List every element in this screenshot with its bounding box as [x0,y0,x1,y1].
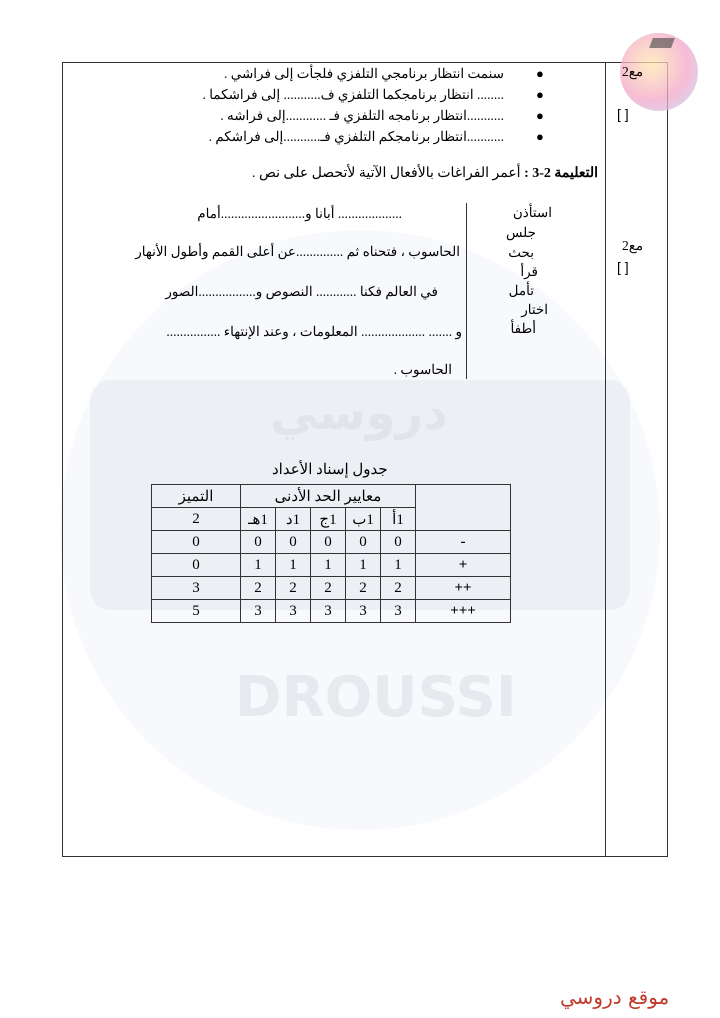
bullet-icon: ● [536,108,544,123]
table-cell: 3 [276,600,311,623]
table-level-cell: - [416,531,511,554]
table-cell: 0 [311,531,346,554]
instruction [252,165,598,182]
criterion-code: مع2 [622,64,644,79]
table-level-cell: ++ [416,577,511,600]
bullet-line: ...........انتظار برنامجه التلفزي فـ ............إلى فراشه . [220,108,504,123]
table-criterion-header: 1ب [346,508,381,531]
bullet-line: ........ انتظار برنامجكما التلفزي ف........... إلى فراشكما . [202,87,504,102]
watermark-arabic: دروسي [270,385,448,441]
score-bracket: [ ] [617,106,629,122]
table-row [152,554,511,577]
table-level-cell: + [416,554,511,577]
column-divider [605,62,606,856]
table-cell: 3 [381,600,416,623]
grading-table [151,484,511,623]
table-row [152,577,511,600]
table-cell: 0 [241,531,276,554]
table-cell: 0 [152,531,241,554]
bullet-icon: ● [536,66,544,81]
table-cell: 1 [276,554,311,577]
table-cell: 1 [346,554,381,577]
table-cell: 3 [152,577,241,600]
fill-line: الحاسوب . [393,362,452,377]
verb-item: جلس [505,225,536,240]
table-cell: 2 [241,577,276,600]
table-cell: 2 [311,577,346,600]
table-criterion-header: 1أ [381,508,416,531]
bullet-line: سنمت انتظار برنامجي التلفزي فلجأت إلى فراشي . [223,66,504,81]
instruction-text: أعمر الفراغات بالأفعال الآتية لأتحصل على نص . [251,166,521,181]
table-cell: 0 [276,531,311,554]
bullet-line: ...........انتظار برنامجكم التلفزي فـ...........إلى فراشكم . [208,129,504,144]
criterion-code: مع2 [622,238,644,253]
verb-item: اختار [521,302,548,317]
table-cell: 1 [311,554,346,577]
table-cell: 3 [241,600,276,623]
verb-item: تأمل [508,283,534,298]
verb-item: بحث [508,245,534,260]
watermark-latin: DROUSSI [235,665,517,730]
table-criterion-header: 1د [276,508,311,531]
bullet-icon: ● [536,87,544,102]
table-corner-cell [416,485,511,531]
table-criterion-header: 1ج [311,508,346,531]
table-excellence-criterion: 2 [152,508,241,531]
table-excellence-header: التميز [152,485,241,508]
table-cell: 5 [152,600,241,623]
table-cell: 3 [311,600,346,623]
verb-item: قرأ [520,264,538,279]
table-row [152,600,511,623]
table-cell: 0 [381,531,416,554]
bullet-icon: ● [536,129,544,144]
verb-item: استأذن [512,205,552,220]
instruction-label: التعليمة 2-3 : [524,166,598,181]
table-criterion-header: 1هـ [241,508,276,531]
table-header-row [152,485,511,508]
table-cell: 0 [346,531,381,554]
fill-line: و ....... ................... المعلومات ، وعند الإنتهاء ................ [166,324,462,339]
verb-item: أطفأ [510,321,536,336]
fill-line: ................... أبانا و.........................أمام [197,206,402,221]
table-cell: 2 [381,577,416,600]
table-cell: 1 [241,554,276,577]
table-cell: 2 [346,577,381,600]
fill-line: الحاسوب ، فتحناه ثم ..............عن أعلى القمم وأطول الأنهار [135,244,460,259]
graduation-cap-icon [649,38,675,48]
table-cell: 3 [346,600,381,623]
table-cell: 0 [152,554,241,577]
table-title: جدول إسناد الأعداد [272,462,388,478]
table-level-cell: +++ [416,600,511,623]
site-footer-link[interactable]: موقع دروسي [560,985,670,1009]
table-cell: 1 [381,554,416,577]
score-bracket: [ ] [617,259,629,275]
table-group-header: معايير الحد الأدنى [241,485,416,508]
table-row [152,531,511,554]
table-cell: 2 [276,577,311,600]
fill-line: في العالم فكنا ............ النصوص و.................الصور [165,284,438,299]
verbs-divider [466,203,467,379]
